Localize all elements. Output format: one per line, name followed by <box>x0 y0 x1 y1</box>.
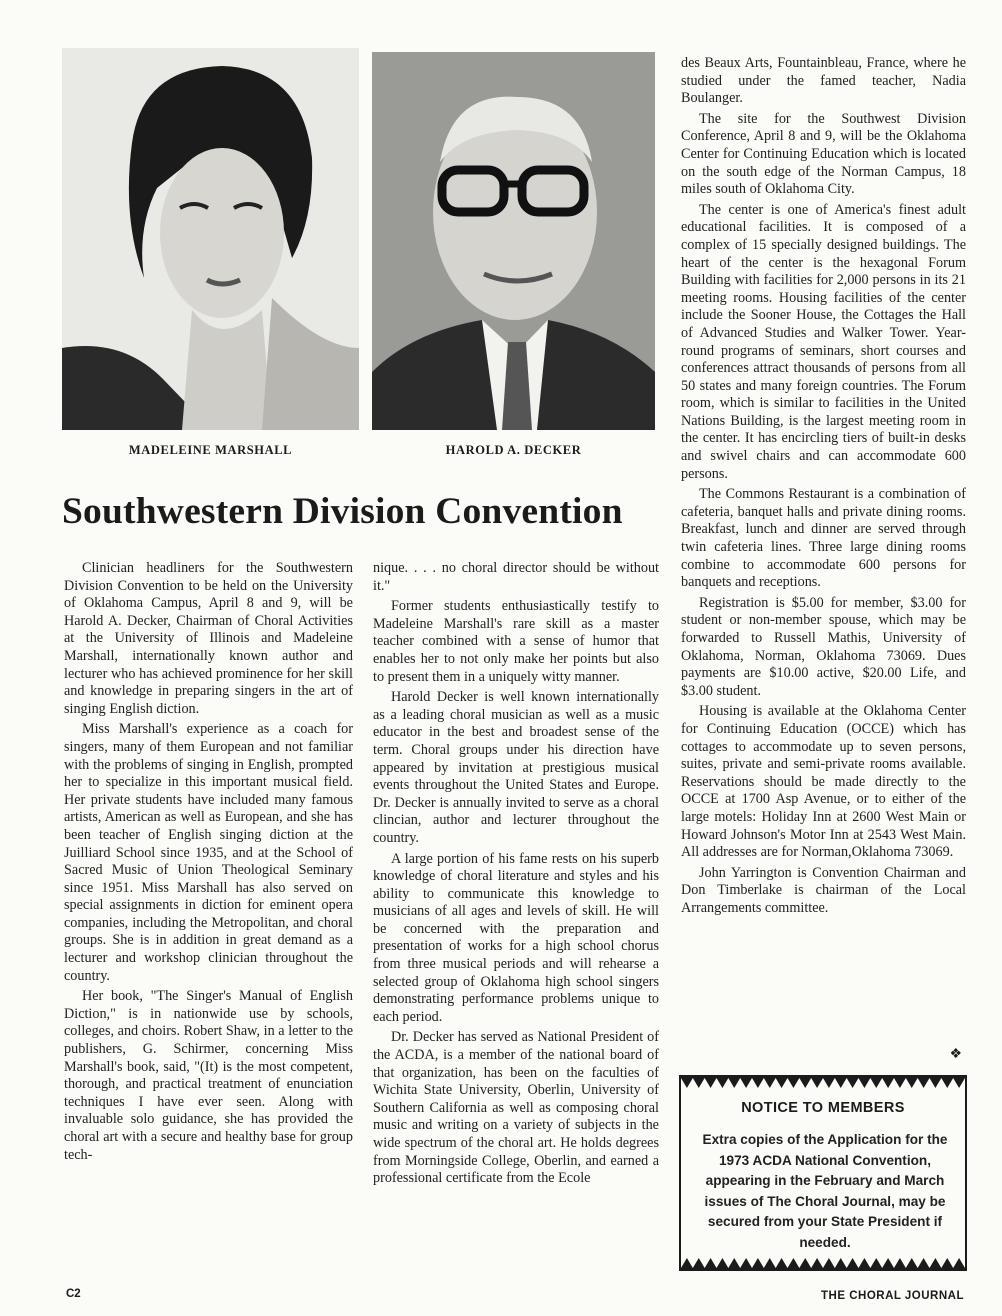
journal-name: THE CHORAL JOURNAL <box>821 1290 964 1302</box>
paragraph: Harold Decker is well known internationally as a leading choral musician as well as a music educator in the best and broadest sense of the term. Choral groups under his direction have appeared by invitation at prestigious musical events throughout the United States and Europe. Dr. Decker is annually invited to serve as a choral clincian, author and lecturer throughout the country. <box>373 689 659 846</box>
paragraph: Dr. Decker has served as National President of the ACDA, is a member of the national board of that organization, has been on the faculties of Wichita State University, Oberlin, University of Southern California as well as composing choral music and writing on a variety of subjects in the wide spectrum of the choral art. He holds degrees from Morningside College, Oberlin, and earned a professional certificate from the Ecole <box>373 1029 659 1187</box>
paragraph: nique. . . . no choral director should be without it." <box>373 560 659 594</box>
paragraph: des Beaux Arts, Fountainbleau, France, where he studied under the famed teacher, Nadia Boulanger. <box>681 55 966 107</box>
notice-box <box>679 1075 967 1271</box>
paragraph: The center is one of America's finest adult educational facilities. It is composed of a complex of 15 specially designed buildings. The heart of the center is the hexagonal Forum Building with facilities for 2,000 persons in its 21 meeting rooms. Housing facilities of the center include the Sooner House, the Cottages the Hall of Advanced Studies and Walker Tower. Year-round programs of seminars, short courses and conferences attract thousands of persons from all 50 states and many foreign countries. The Forum room, which is similar to facilities in the United Nations Building, is the largest meeting room in the center. It has encircling tiers of built-in desks and swivel chairs and can accommodate 600 persons. <box>681 201 966 482</box>
paragraph: A large portion of his fame rests on his superb knowledge of choral literature and styles and his ability to communicate this knowledge to musicians of all ages and levels of skill. He will be concerned with the preparation and presentation of works for a high school chorus from three musical periods and will rehearse a selected group of Oklahoma high school singers demonstrating performance problems unique to each period. <box>373 850 659 1025</box>
article-column-3 <box>681 55 966 918</box>
end-mark-icon: ❖ <box>949 1046 962 1062</box>
photo-harold-decker <box>372 52 655 430</box>
photo-madeleine-marshall <box>62 48 359 430</box>
paragraph: Clinician headliners for the Southwestern Division Convention to be held on the University of Oklahoma Campus, April 8 and 9, will be Harold A. Decker, Chairman of Choral Activities at the University of Illinois and Madeleine Marshall, internationally known author and lecturer who has achieved prominence for her skill and knowledge in preparing singers in the art of singing English diction. <box>64 560 353 717</box>
paragraph: Her book, "The Singer's Manual of English Diction," is in nationwide use by schools, colleges, and choirs. Robert Shaw, in a letter to the publishers, G. Schirmer, concerning Miss Marshall's book, said, "(It) is the most competent, thorough, and practical treatment of enunciation techniques I have ever seen. Along with invaluable solo guidance, she has provided the choral art with a secure and healthy base for group tech- <box>64 988 353 1163</box>
paragraph: The site for the Southwest Division Conference, April 8 and 9, will be the Oklahoma Center for Continuing Education which is located on the south edge of the Norman Campus, 18 miles south of Oklahoma City. <box>681 110 966 198</box>
notice-title: NOTICE TO MEMBERS <box>741 1100 905 1116</box>
article-headline: Southwestern Division Convention <box>62 491 623 532</box>
caption-harold-decker: HAROLD A. DECKER <box>445 443 582 457</box>
paragraph: The Commons Restaurant is a combination of cafeteria, banquet halls and private dining rooms. Breakfast, lunch and dinner are served through twin cafeteria lines. Three large dining rooms combine to accommodate 600 persons for banquets and receptions. <box>681 486 966 591</box>
paragraph: Miss Marshall's experience as a coach for singers, many of them European and not familiar with the problems of singing in English, prompted her to specialize in this important musical field. Her private students have included many famous artists, American as well as European, and she has been teacher of English singing diction at the Juilliard School since 1935, and at the School of Sacred Music of Union Theological Seminary since 1951. Miss Marshall has also served on special assignments in diction for eminent opera companies, including the Metropolitan, and choral groups. She is in addition in great demand as a lecturer and workshop clinician throughout the country. <box>64 721 353 984</box>
notice-body: Extra copies of the Application for the 1973 ACDA National Convention, appearing in the February and March issues of The Choral Journal, may be secured from your State President if needed. <box>702 1132 948 1250</box>
article-column-2 <box>373 560 659 1188</box>
article-column-1 <box>64 560 353 1164</box>
sawtooth-border-top <box>681 1076 965 1090</box>
page-number: C2 <box>66 1288 81 1300</box>
paragraph: Former students enthusiastically testify to Madeleine Marshall's rare skill as a master teacher combined with a sense of humor that enables her to not only make her points but also to present them in a uniquely witty manner. <box>373 598 659 685</box>
sawtooth-border-bottom <box>681 1256 965 1270</box>
caption-madeleine-marshall: MADELEINE MARSHALL <box>128 443 293 457</box>
paragraph: Housing is available at the Oklahoma Center for Continuing Education (OCCE) which has cottages to accommodate up to seven persons, suites, private and semi-private rooms available. Reservations should be made directly to the OCCE at 1700 Asp Avenue, or to either of the large motels: Holiday Inn at 2600 West Main or Howard Johnson's Motor Inn at 2543 West Main. All addresses are for Norman,Oklahoma 73069. <box>681 703 966 861</box>
paragraph: John Yarrington is Convention Chairman and Don Timberlake is chairman of the Local Arrangements committee. <box>681 864 966 916</box>
paragraph: Registration is $5.00 for member, $3.00 for student or non-member spouse, which may be forwarded to Russell Mathis, University of Oklahoma, Norman, Oklahoma 73069. Dues payments are $10.00 active, $20.00 Life, and $3.00 student. <box>681 594 966 699</box>
